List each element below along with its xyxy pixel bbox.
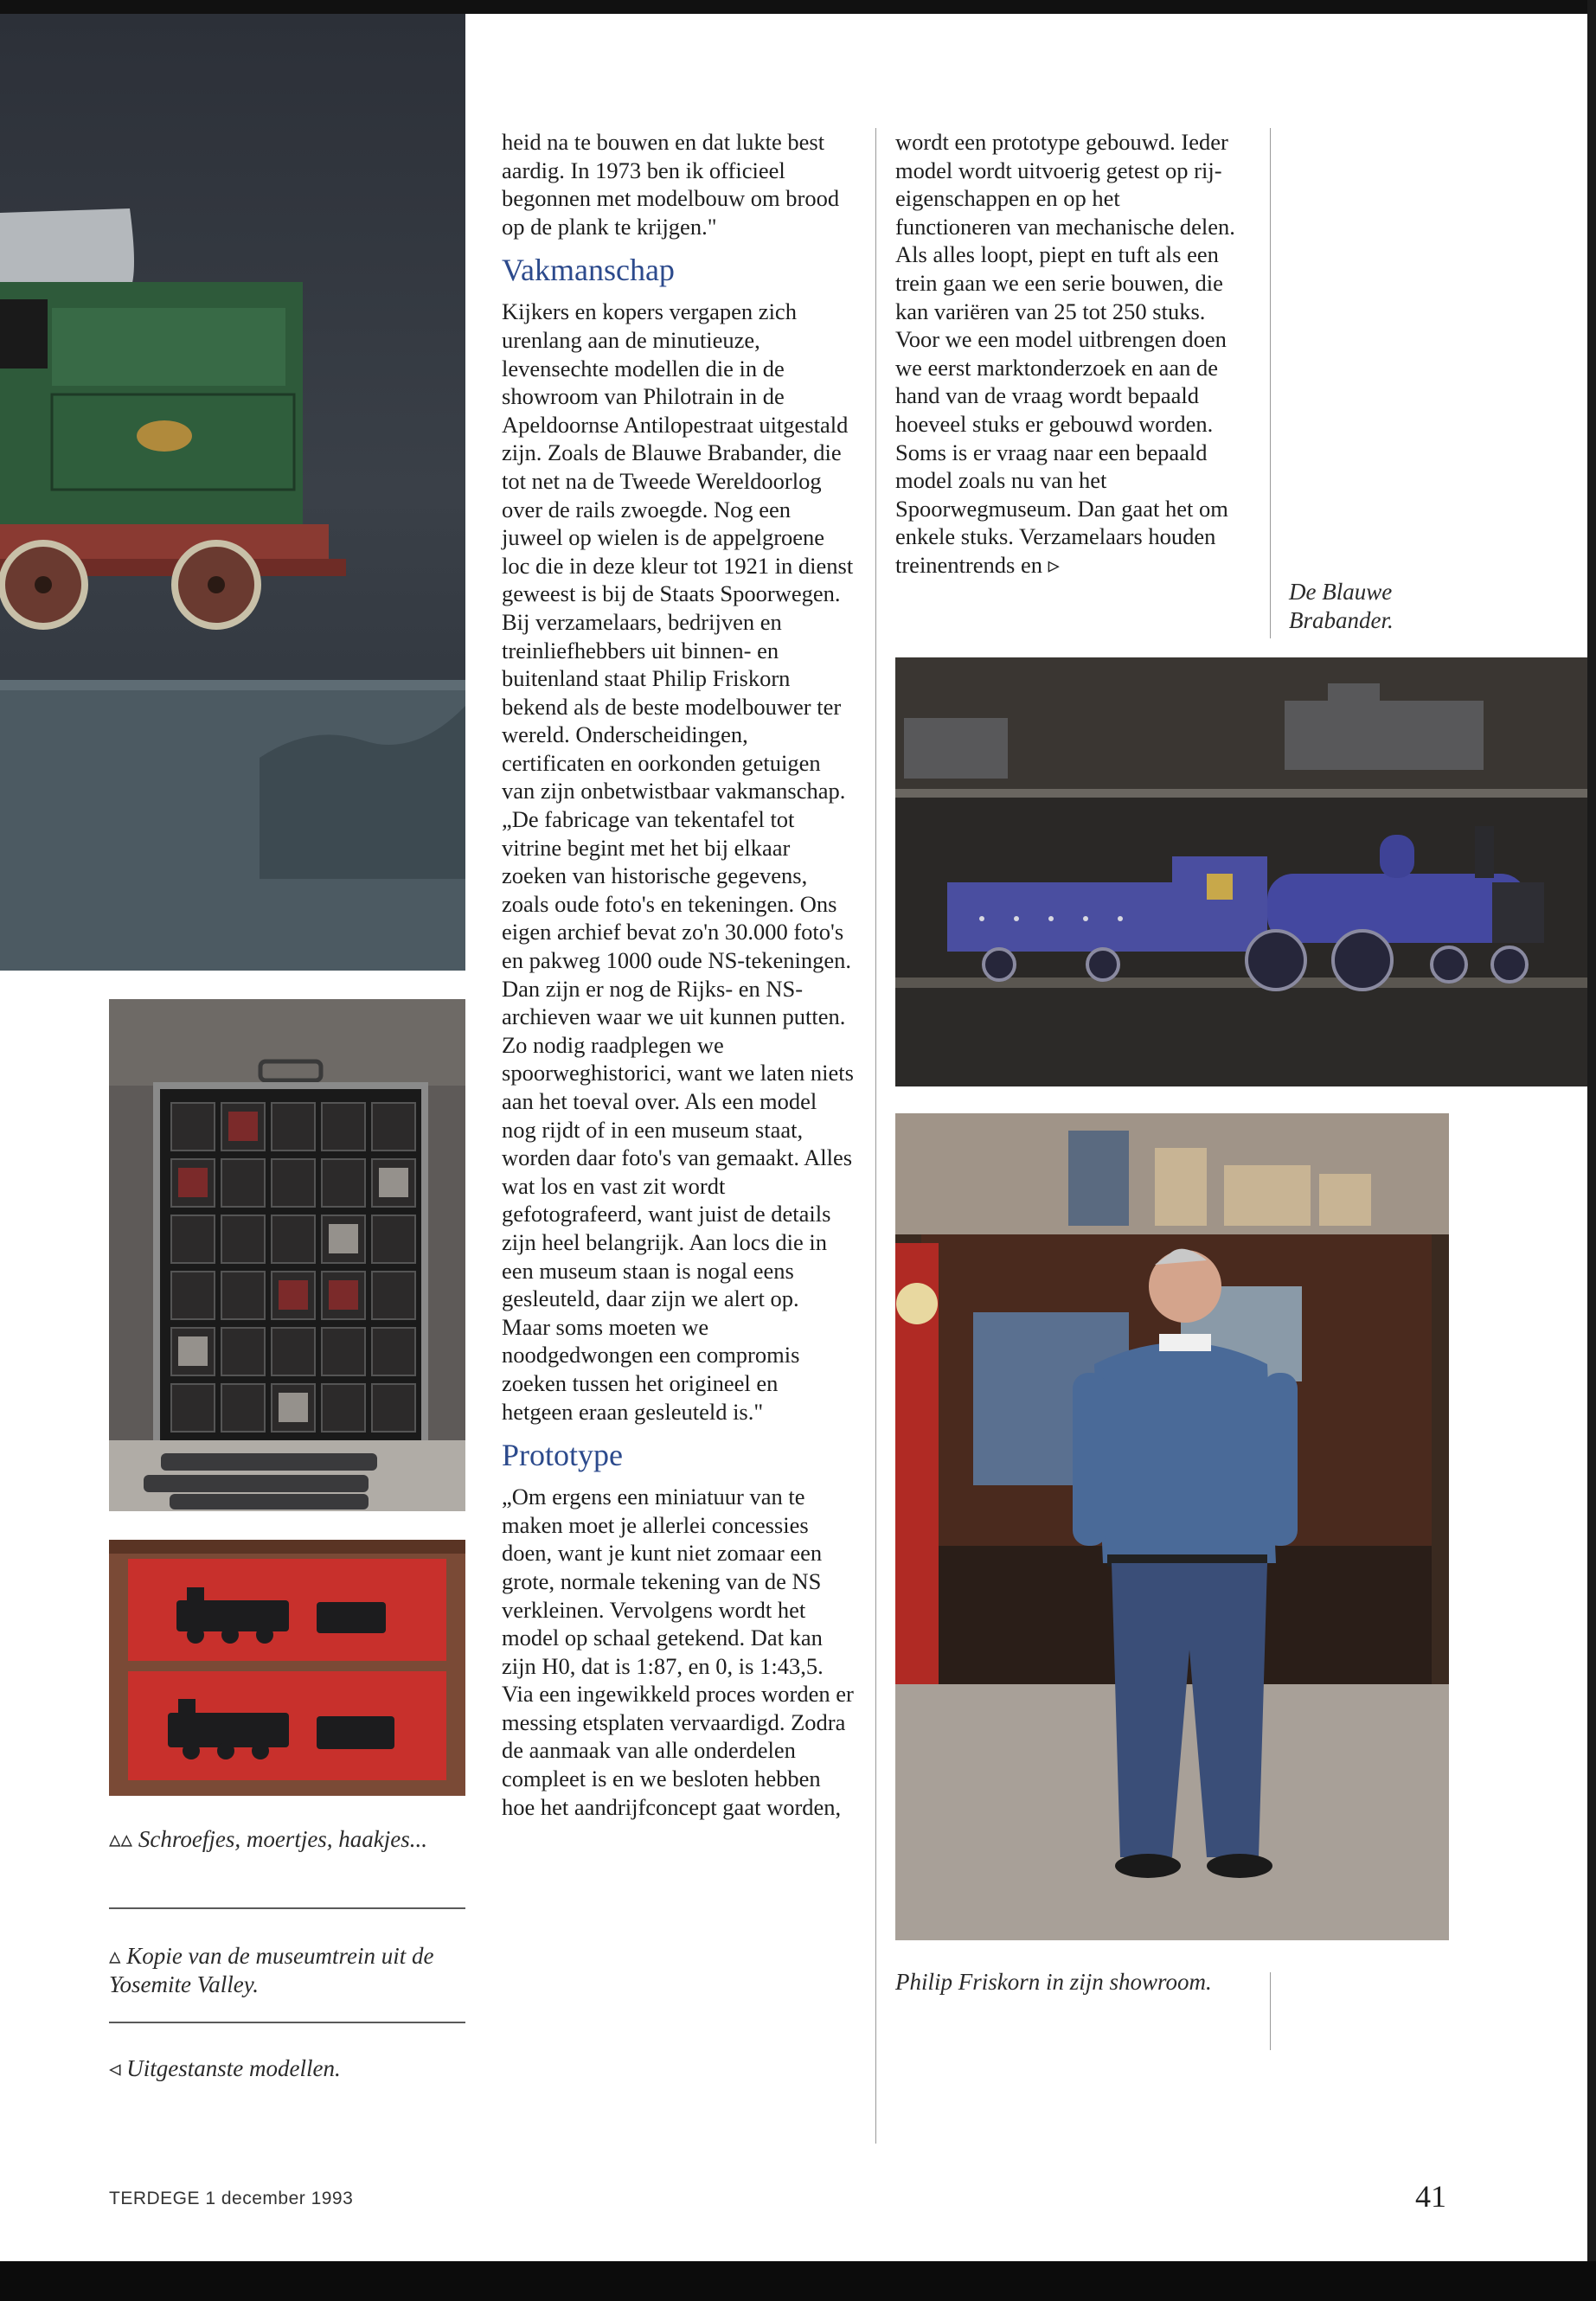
green-locomotive-illustration bbox=[0, 14, 465, 971]
paragraph-vakmanschap-2: Bij verzamelaars, bedrijven en treinliefhebbers uit binnen- en buitenland staat Philip Friskorn bekend als de beste modelbouwer ter wereld. Onderscheidingen, certificaten en oorkonden getuigen van zijn onbetwistbaar vakmanschap. bbox=[502, 608, 846, 804]
article-column-2 bbox=[895, 128, 1237, 580]
column-1-intro: heid na te bouwen en dat lukte best aardig. In 1973 ben ik officieel begonnen met modelbouw om brood op de plank te krijgen." bbox=[502, 129, 840, 240]
paragraph-vakmanschap-1: Kijkers en kopers vergapen zich urenlang aan de minutieuze, levensechte modellen die in de showroom van Philotrain in de Apeldoornse Antilopestraat uitgestald zijn. Zoals de Blauwe Brabander, die tot net na de Tweede Wereldoorlog over de rails zwoegde. Nog een juweel op wielen is de appelgroene loc die in deze kleur tot 1921 in dienst geweest is bij de Staats Spoorwegen. bbox=[502, 298, 854, 607]
photo-parts-case bbox=[109, 999, 465, 1511]
caption-screws: ▵▵ Schroefjes, moertjes, haakjes... bbox=[109, 1826, 428, 1852]
caption-museum-train: ▵ Kopie van de museumtrein uit de Yosemite Valley. bbox=[109, 1943, 434, 1997]
bottom-border bbox=[0, 2261, 1596, 2301]
heading-prototype: Prototype bbox=[502, 1438, 623, 1473]
paragraph-vakmanschap-4: Maar soms moeten we noodgedwongen een compromis zoeken tussen het origineel en hetgeen eraan gesleuteld is." bbox=[502, 1313, 800, 1425]
caption-philip-friskorn: Philip Friskorn in zijn showroom. bbox=[895, 1969, 1212, 1995]
article-column-1 bbox=[502, 128, 855, 1821]
photo-stamped-models bbox=[109, 1540, 465, 1796]
caption-rule-1 bbox=[109, 1907, 465, 1909]
showroom-illustration bbox=[895, 1113, 1449, 1940]
right-border bbox=[1587, 0, 1596, 2301]
photo-philip-friskorn bbox=[895, 1113, 1449, 1940]
column-divider-1 bbox=[875, 128, 876, 2144]
top-border bbox=[0, 0, 1596, 14]
caption-blue-brabander: De Blauwe Brabander. bbox=[1289, 579, 1394, 633]
column-2-paragraph-1: wordt een prototype gebouwd. Ieder model wordt uitvoerig getest op rij-eigenschappen en op het functioneren van mechanische delen. Als alles loopt, piept en tuft als een trein gaan we een serie bouwen, die kan variëren van 25 tot 250 stuks. Voor we een model uitbrengen doen we eerst marktonderzoek en aan de hand van de vraag wordt bepaald hoeveel stuks er gebouwd worden. bbox=[895, 129, 1235, 437]
column-divider-2 bbox=[1270, 128, 1271, 638]
parts-case-illustration bbox=[109, 999, 465, 1511]
caption-stamped-models: ◃ Uitgestanste modellen. bbox=[109, 2055, 341, 2081]
caption-divider bbox=[1270, 1972, 1271, 2050]
caption-rule-2 bbox=[109, 2022, 465, 2023]
column-2-paragraph-2: Soms is er vraag naar een bepaald model zoals nu van het Spoorwegmuseum. Dan gaat het om enkele stuks. Verzamelaars houden treinentrends en ▹ bbox=[895, 439, 1228, 578]
photo-blue-locomotive bbox=[895, 657, 1587, 1086]
blue-locomotive-illustration bbox=[895, 657, 1587, 1086]
page-number: 41 bbox=[1415, 2179, 1446, 2214]
heading-vakmanschap: Vakmanschap bbox=[502, 253, 675, 288]
footer-publication: TERDEGE 1 december 1993 bbox=[109, 2189, 354, 2208]
paragraph-vakmanschap-3: „De fabricage van tekentafel tot vitrine begint met het bij elkaar zoeken van historische gegevens, zoals oude foto's en tekeningen. Ons eigen archief bevat zo'n 30.000 foto's en pakweg 1000 oude NS-tekeningen. Dan zijn er nog de Rijks- en NS-archieven waar we uit kunnen putten. Zo nodig raadplegen we spoorweghistorici, want we laten niets aan het toeval over. Als een model nog rijdt of in een museum staat, worden daar foto's van gemaakt. Alles wat los en vast zit wordt gefotografeerd, want juist de details zijn heel belangrijk. Aan locs die in een museum staan is nogal eens gesleuteld, daar zijn we alert op. bbox=[502, 806, 854, 1312]
stamped-models-illustration bbox=[109, 1540, 465, 1796]
photo-green-locomotive bbox=[0, 14, 465, 971]
paragraph-prototype-1: „Om ergens een miniatuur van te maken moet je allerlei concessies doen, want je kunt niet zomaar een grote, normale tekening van de NS verkleinen. Vervolgens wordt het model op schaal getekend. Dat kan zijn H0, dat is 1:87, en 0, is 1:43,5. Via een ingewikkeld proces worden er messing etsplaten vervaardigd. Zodra de aanmaak van alle onderdelen compleet is en we besloten hebben hoe het aandrijfconcept gaat worden, bbox=[502, 1484, 854, 1820]
